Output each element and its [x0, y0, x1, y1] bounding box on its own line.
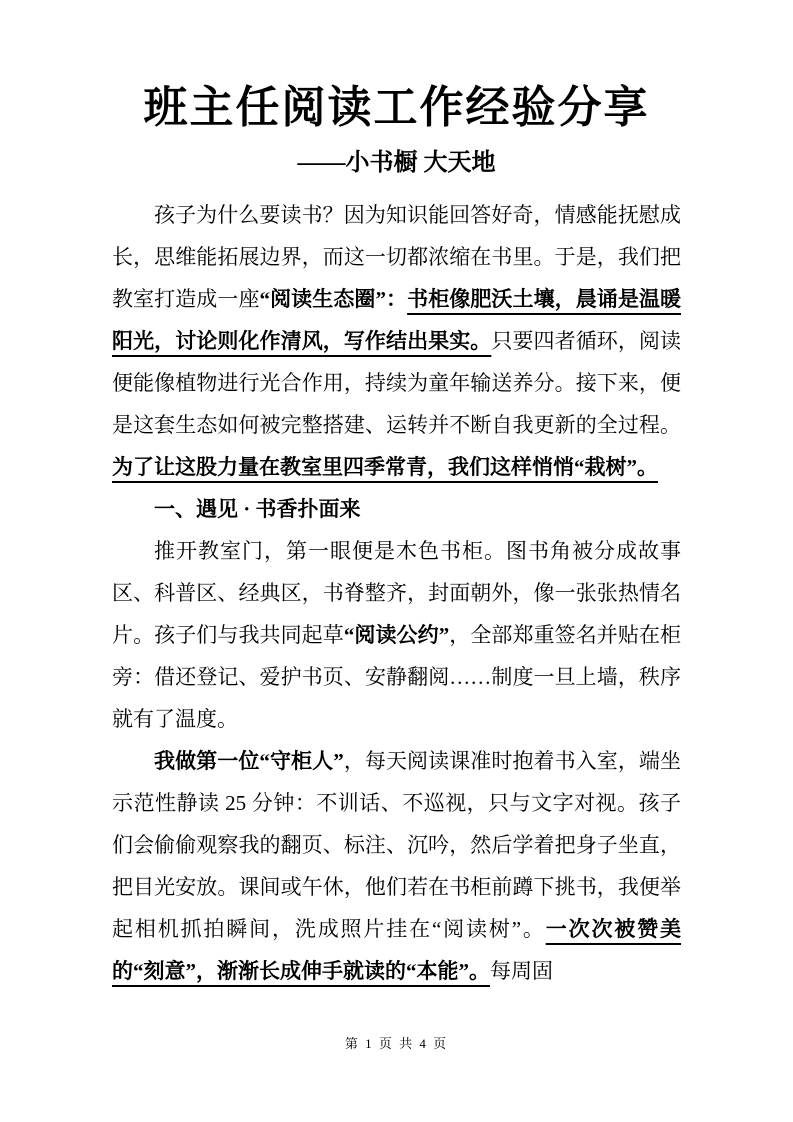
paragraph: [112, 530, 681, 740]
document-body: [112, 194, 681, 992]
text-run: “阅读生态圈”：: [259, 287, 408, 312]
page-footer: [0, 1033, 793, 1052]
text-run: 一、遇见 · 书香扑面来: [154, 497, 361, 522]
text-run: ，每天阅读课准时抱着书入室，端坐示范性静读 25 分钟：不训话、不巡视，只与文字对视。孩子们会偷偷观察我的翻页、标注、沉吟，然后学着把身子坐直，把目光安放。课间或午休，他们若在书柜前蹲下挑书，我便举起相机抓拍瞬间，洗成照片挂在“阅读树”。: [112, 749, 682, 942]
text-run: 只要四者循环，阅读便能像植物进行光合作用，持续为童年输送养分。接下来，便是这套生态如何被完整搭建、运转并不断自我更新的全过程。: [112, 329, 682, 438]
paragraph: [112, 740, 681, 992]
document-subtitle: ——小书橱 大天地: [297, 149, 496, 176]
paragraph: [112, 194, 681, 488]
text-run: 每周固: [490, 959, 553, 984]
section-heading: [112, 488, 681, 530]
text-run: 推开教室门，第一眼便是木色书柜。图书角被分成故事区、科普区、经典区，书脊整齐，封面朝外，像一张张热情名片。孩子们与我共同起草: [112, 539, 681, 648]
text-run: “阅读公约”: [343, 623, 450, 648]
text-run: 我做第一位“守柜人”: [154, 749, 344, 774]
document-title: 班主任阅读工作经验分享: [143, 83, 650, 132]
text-run: 为了让这股力量在教室里四季常青，我们这样悄悄“栽树”。: [112, 455, 658, 480]
page-number-label: 第 1 页 共 4 页: [344, 1036, 449, 1051]
text-run: ，全部郑重签名并贴在柜旁：借还登记、爱护书页、安静翻阅……制度一旦上墙，秩序就有了温度。: [112, 623, 682, 732]
text-run: 孩子为什么要读书？因为知识能回答好奇，情感能抚慰成长，思维能拓展边界，而这一切都浓缩在书里。于是，我们把教室打造成一座: [112, 203, 681, 312]
text-run: 一次次被赞美的“刻意”，渐渐长成伸手就读的“本能”。: [112, 917, 682, 984]
text-run: 书柜像肥沃土壤，晨诵是温暖阳光，讨论则化作清风，写作结出果实。: [112, 287, 682, 354]
